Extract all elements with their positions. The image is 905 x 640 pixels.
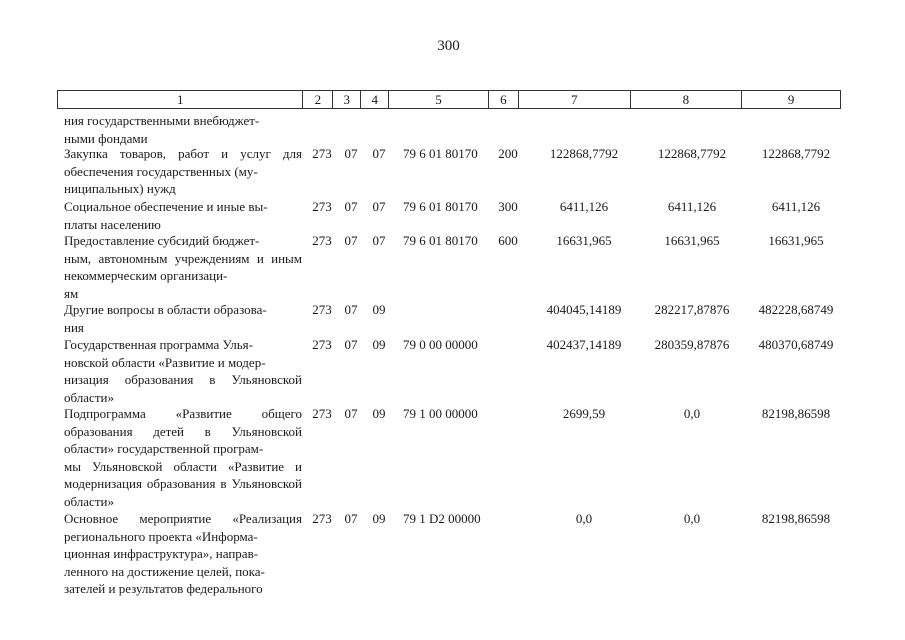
row-value-col7: 0,0: [575, 511, 593, 526]
row-name: Основное мероприятие «Реализация регионального проекта «Информа- ционная инфраструктура», направ- ленного на достижение целей, пока- зателей и результатов федерального: [64, 511, 302, 596]
page-number: 300: [437, 38, 460, 54]
row-target-article: 79 6 01 80170: [403, 199, 478, 214]
row-value-col9: 16631,965: [768, 233, 824, 248]
row-target-article: 79 1 00 00000: [403, 406, 478, 421]
row-name: Закупка товаров, работ и услуг для обеспечения государственных (му- ниципальных) нужд: [64, 146, 302, 196]
row-value-col7: 16631,965: [556, 233, 612, 248]
row-value-col9: 482228,68749: [758, 302, 834, 317]
row-subsection: 07: [372, 199, 386, 214]
header-cell-8: 8: [631, 91, 743, 108]
row-section: 07: [344, 337, 358, 352]
row-value-col9: 82198,86598: [761, 511, 831, 526]
header-cell-3: 3: [333, 91, 361, 108]
row-value-col8: 122868,7792: [657, 146, 727, 161]
header-cell-4: 4: [361, 91, 389, 108]
row-target-article: 79 1 D2 00000: [403, 511, 481, 526]
row-grbs: 273: [312, 233, 332, 248]
header-cell-7: 7: [519, 91, 631, 108]
row-section: 07: [344, 302, 358, 317]
header-cell-2: 2: [303, 91, 333, 108]
row-value-col8: 0,0: [683, 511, 701, 526]
row-value-col9: 480370,68749: [758, 337, 834, 352]
header-cell-5: 5: [389, 91, 489, 108]
row-value-col7: 404045,14189: [546, 302, 622, 317]
row-value-col8: 282217,87876: [654, 302, 730, 317]
row-grbs: 273: [312, 146, 332, 161]
row-grbs: 273: [312, 406, 332, 421]
row-expense-type: 300: [498, 199, 518, 214]
row-value-col8: 6411,126: [667, 199, 717, 214]
row-value-col7: 6411,126: [559, 199, 609, 214]
row-subsection: 07: [372, 146, 386, 161]
row-section: 07: [344, 511, 358, 526]
row-value-col8: 16631,965: [664, 233, 720, 248]
row-expense-type: 600: [498, 233, 518, 248]
row-name: Социальное обеспечение и иные вы- платы населению: [64, 199, 268, 232]
row-grbs: 273: [312, 511, 332, 526]
row-name: Другие вопросы в области образова- ния: [64, 302, 267, 335]
row-section: 07: [344, 146, 358, 161]
row-value-col7: 122868,7792: [549, 146, 619, 161]
row-name: Предоставление субсидий бюджет- ным, автономным учреждениям и иным некоммерческим организаци- ям: [64, 233, 302, 301]
header-cell-1: 1: [58, 91, 303, 108]
row-value-col9: 6411,126: [771, 199, 821, 214]
header-cell-9: 9: [787, 92, 795, 107]
row-grbs: 273: [312, 302, 332, 317]
row-target-article: 79 6 01 80170: [403, 146, 478, 161]
row-target-article: 79 6 01 80170: [403, 233, 478, 248]
row-expense-type: 200: [498, 146, 518, 161]
row-value-col7: 402437,14189: [546, 337, 622, 352]
row-subsection: 09: [372, 337, 386, 352]
row-section: 07: [344, 199, 358, 214]
header-cell-6: 6: [489, 91, 519, 108]
table-header: [57, 90, 841, 109]
row-value-col9: 122868,7792: [761, 146, 831, 161]
row-name: Государственная программа Улья- новской области «Развитие и модер- низация образования в Ульяновской области»: [64, 337, 302, 405]
row-target-article: 79 0 00 00000: [403, 337, 478, 352]
row-subsection: 07: [372, 233, 386, 248]
row-grbs: 273: [312, 199, 332, 214]
row-subsection: 09: [372, 406, 386, 421]
row-value-col7: 2699,59: [562, 406, 606, 421]
row-name: ния государственными внебюджет- ными фондами: [64, 113, 260, 146]
row-value-col8: 0,0: [683, 406, 701, 421]
row-subsection: 09: [372, 511, 386, 526]
row-value-col9: 82198,86598: [761, 406, 831, 421]
row-subsection: 09: [372, 302, 386, 317]
row-section: 07: [344, 233, 358, 248]
row-name: Подпрограмма «Развитие общего образования детей в Ульяновской области» государственной програм- мы Ульяновской области «Развитие и модернизация образования в Ульяновской области»: [64, 406, 302, 509]
row-grbs: 273: [312, 337, 332, 352]
row-section: 07: [344, 406, 358, 421]
row-value-col8: 280359,87876: [654, 337, 730, 352]
